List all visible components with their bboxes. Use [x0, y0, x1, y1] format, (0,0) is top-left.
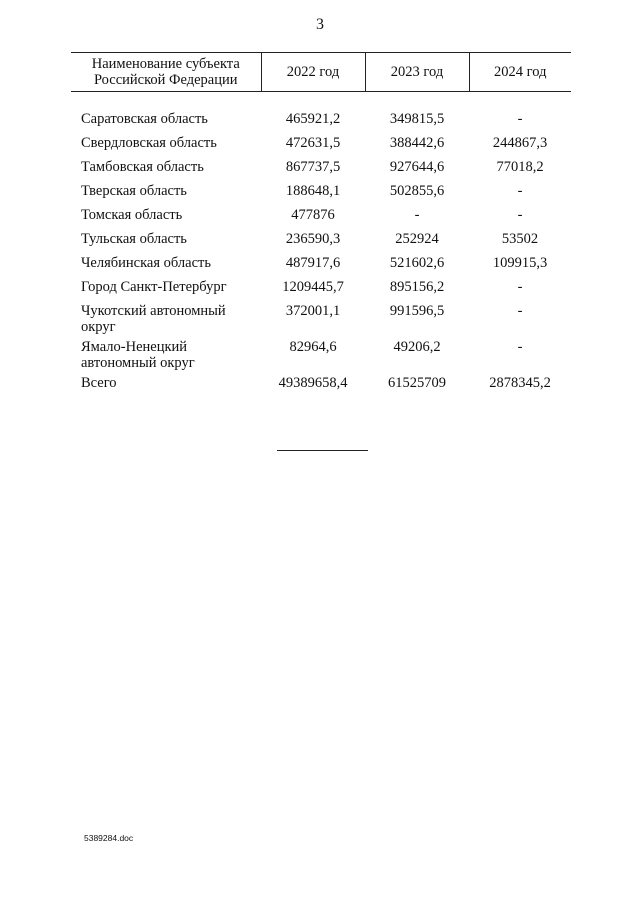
table-row [71, 205, 571, 229]
cell-value-2024: 53502 [501, 231, 539, 247]
cell-region-name: Томская область [81, 207, 183, 223]
cell-value-2023: 927644,6 [389, 159, 445, 175]
cell-value-2023: 49206,2 [393, 339, 441, 355]
cell-value-2022: 1209445,7 [282, 279, 344, 295]
cell-region-name: Тверская область [81, 183, 187, 199]
header-year-2022: 2022 год [261, 53, 365, 92]
cell-value-2024: - [517, 303, 523, 319]
cell-value-2022: 465921,2 [285, 111, 341, 127]
table-row [71, 181, 571, 205]
cell-value-2024: - [517, 183, 523, 199]
cell-value-2023: 252924 [395, 231, 439, 247]
cell-value-2023: 349815,5 [389, 111, 445, 127]
cell-value-2024: - [517, 279, 523, 295]
cell-region-name: Свердловская область [81, 135, 217, 151]
table-body [71, 92, 571, 398]
header-region-name: Наименование субъекта Российской Федерации [71, 53, 261, 92]
cell-value-2024: 2878345,2 [489, 375, 551, 391]
table-row [71, 301, 571, 337]
end-of-table-rule [277, 450, 368, 451]
cell-region-name: Тульская область [81, 231, 187, 247]
cell-region-name: Чукотский автономный округ [81, 303, 226, 335]
cell-region-name: Город Санкт-Петербург [81, 279, 227, 295]
table-row [71, 277, 571, 301]
header-year-2024: 2024 год [469, 53, 571, 92]
table-row [71, 229, 571, 253]
cell-value-2022: 236590,3 [285, 231, 341, 247]
cell-value-2022: 49389658,4 [278, 375, 348, 391]
cell-value-2022: 477876 [291, 207, 335, 223]
cell-value-2023: 61525709 [388, 375, 446, 391]
cell-value-2022: 472631,5 [285, 135, 341, 151]
table-row [71, 133, 571, 157]
cell-region-name: Ямало-Ненецкий автономный округ [81, 339, 195, 371]
cell-region-name: Тамбовская область [81, 159, 204, 175]
cell-value-2023: 991596,5 [389, 303, 445, 319]
cell-value-2023: 521602,6 [389, 255, 445, 271]
cell-value-2024: 77018,2 [496, 159, 544, 175]
cell-value-2023: - [414, 207, 420, 223]
header-year-2023: 2023 год [365, 53, 469, 92]
cell-value-2023: 502855,6 [389, 183, 445, 199]
cell-value-2024: 244867,3 [492, 135, 548, 151]
subsidy-table [71, 52, 571, 397]
cell-value-2022: 82964,6 [289, 339, 337, 355]
cell-value-2022: 188648,1 [285, 183, 341, 199]
cell-region-name: Челябинская область [81, 255, 211, 271]
page-number: 3 [316, 16, 324, 33]
subsidy-table-container [71, 52, 571, 397]
cell-value-2024: 109915,3 [492, 255, 548, 271]
cell-value-2024: - [517, 207, 523, 223]
cell-value-2023: 388442,6 [389, 135, 445, 151]
cell-region-name: Всего [81, 375, 117, 391]
cell-value-2022: 487917,6 [285, 255, 341, 271]
table-total-row [71, 373, 571, 397]
cell-value-2024: - [517, 339, 523, 355]
table-row [71, 109, 571, 133]
cell-value-2024: - [517, 111, 523, 127]
table-spacer-row [71, 92, 571, 110]
cell-value-2022: 372001,1 [285, 303, 341, 319]
cell-value-2022: 867737,5 [285, 159, 341, 175]
table-row [71, 157, 571, 181]
table-header-row [71, 53, 571, 92]
table-row [71, 337, 571, 373]
cell-region-name: Саратовская область [81, 111, 208, 127]
cell-value-2023: 895156,2 [389, 279, 445, 295]
document-id: 5389284.doc [84, 833, 134, 843]
table-row [71, 253, 571, 277]
